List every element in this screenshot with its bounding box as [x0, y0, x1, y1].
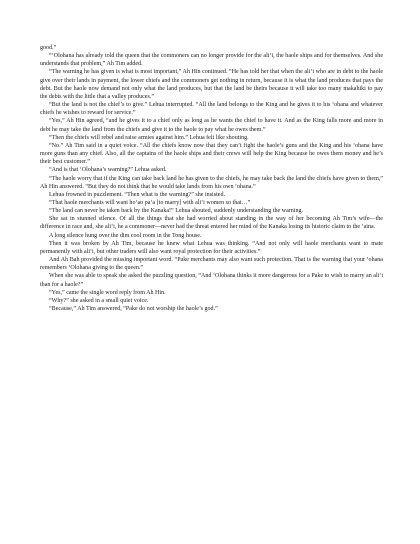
- paragraph: Then it was broken by Ah Tim, because he knew what Lehua was thinking. “And not only will haole merchants want to mate permanently with ali‘i, but other traders will also want royal protection for their activities.”: [40, 240, 383, 255]
- paragraph: “That haole merchants will want ho‘ao pa‘a [to marry] with ali‘i women so that…”: [49, 199, 251, 206]
- paragraph: “Yes,” came the single word reply from Ah Hin.: [49, 289, 166, 296]
- paragraph: “The warning he has given is what is most important,” Ah Hin continued. “He has told her that when the ali‘i who are in debt to the haole give over their lands in payment, the lower chiefs and the commoners get nothing in return, because it is what the land produces that pays the debt. But the haole now demand not only what the land produces, but that the land be theirs because it will take too many makahiki to pay the debts with the little that a valley produces.”: [40, 69, 383, 100]
- paragraph: A long silence hung over the dim cool room in the Tong house.: [49, 232, 202, 239]
- paragraph: “Then the chiefs will rebel and raise armies against him.” Lehua felt like shouting.: [49, 134, 249, 141]
- paragraph: “The haole worry that if the King can take back land he has given to the chiefs, he may take back the land the chiefs have given to them,” Ah Hin answered. “But they do not think that he would take lands from his own ‘ohana.”: [40, 175, 383, 190]
- paragraph: She sat in stunned silence. Of all the things that she had worried about standing in the way of her becoming Ah Tim’s wife—the difference in race and, she ali‘i, he a commoner—never had the threat entered her mind of the Kanaka losing its historic claim to the ‘aina.: [40, 216, 383, 231]
- book-page-text: [40, 44, 383, 313]
- paragraph: “Yes,” Ah Hin agreed, “and he gives it to a chief only as long as he wants the chief to have it. And as the King falls more and more in debt he may take the land from the chiefs and give it to the haole to pay what he owes them.”: [40, 118, 383, 133]
- paragraph: “The land can never be taken back by the Kanaka!” Lehua shouted, suddenly understanding the warning.: [49, 208, 304, 215]
- paragraph: Lehua frowned in puzzlement. “Then what is the warning?” she insisted.: [49, 191, 225, 198]
- paragraph: “Because,” Ah Tim answered, “Pake do not worship the haole’s god.”: [49, 306, 218, 312]
- paragraph: When she was able to speak she asked the puzzling question, “And ‘Olohana thinks it more dangerous for a Pake to wish to marry an ali‘i than for a haole?”: [40, 273, 383, 288]
- paragraph: “Why?” she asked in a small quiet voice.: [49, 297, 149, 304]
- paragraph: “‘Olohana has already told the queen that the commoners can no longer provide for the ali‘i, the haole ships and for themselves. And she understands that problem,” Ah Tim added.: [40, 53, 383, 68]
- paragraph: “And is that ‘Olohana’s warning?” Lehua asked.: [49, 167, 167, 174]
- paragraph: “But the land is not the chief’s to give.” Lehua interrupted. “All the land belongs to the King and he gives it to his ‘ohana and whatever chiefs he wishes to reward for service.”: [40, 102, 383, 117]
- paragraph: “No.” Ah Tim said in a quiet voice. “All the chiefs know now that they can’t fight the haole’s guns and the King and his ‘ohana have more guns than any chief. Also, all the captains of the haole ships and their crews will help the King because he owes them money and he’s their best customer.”: [40, 142, 383, 166]
- paragraph: good.”: [40, 45, 57, 51]
- paragraph: And Ah Bah provided the missing important word. “Pake merchants may also want such protection. That is the warning that your ‘ohana remembers ‘Olohana giving to the queen.”: [40, 257, 383, 272]
